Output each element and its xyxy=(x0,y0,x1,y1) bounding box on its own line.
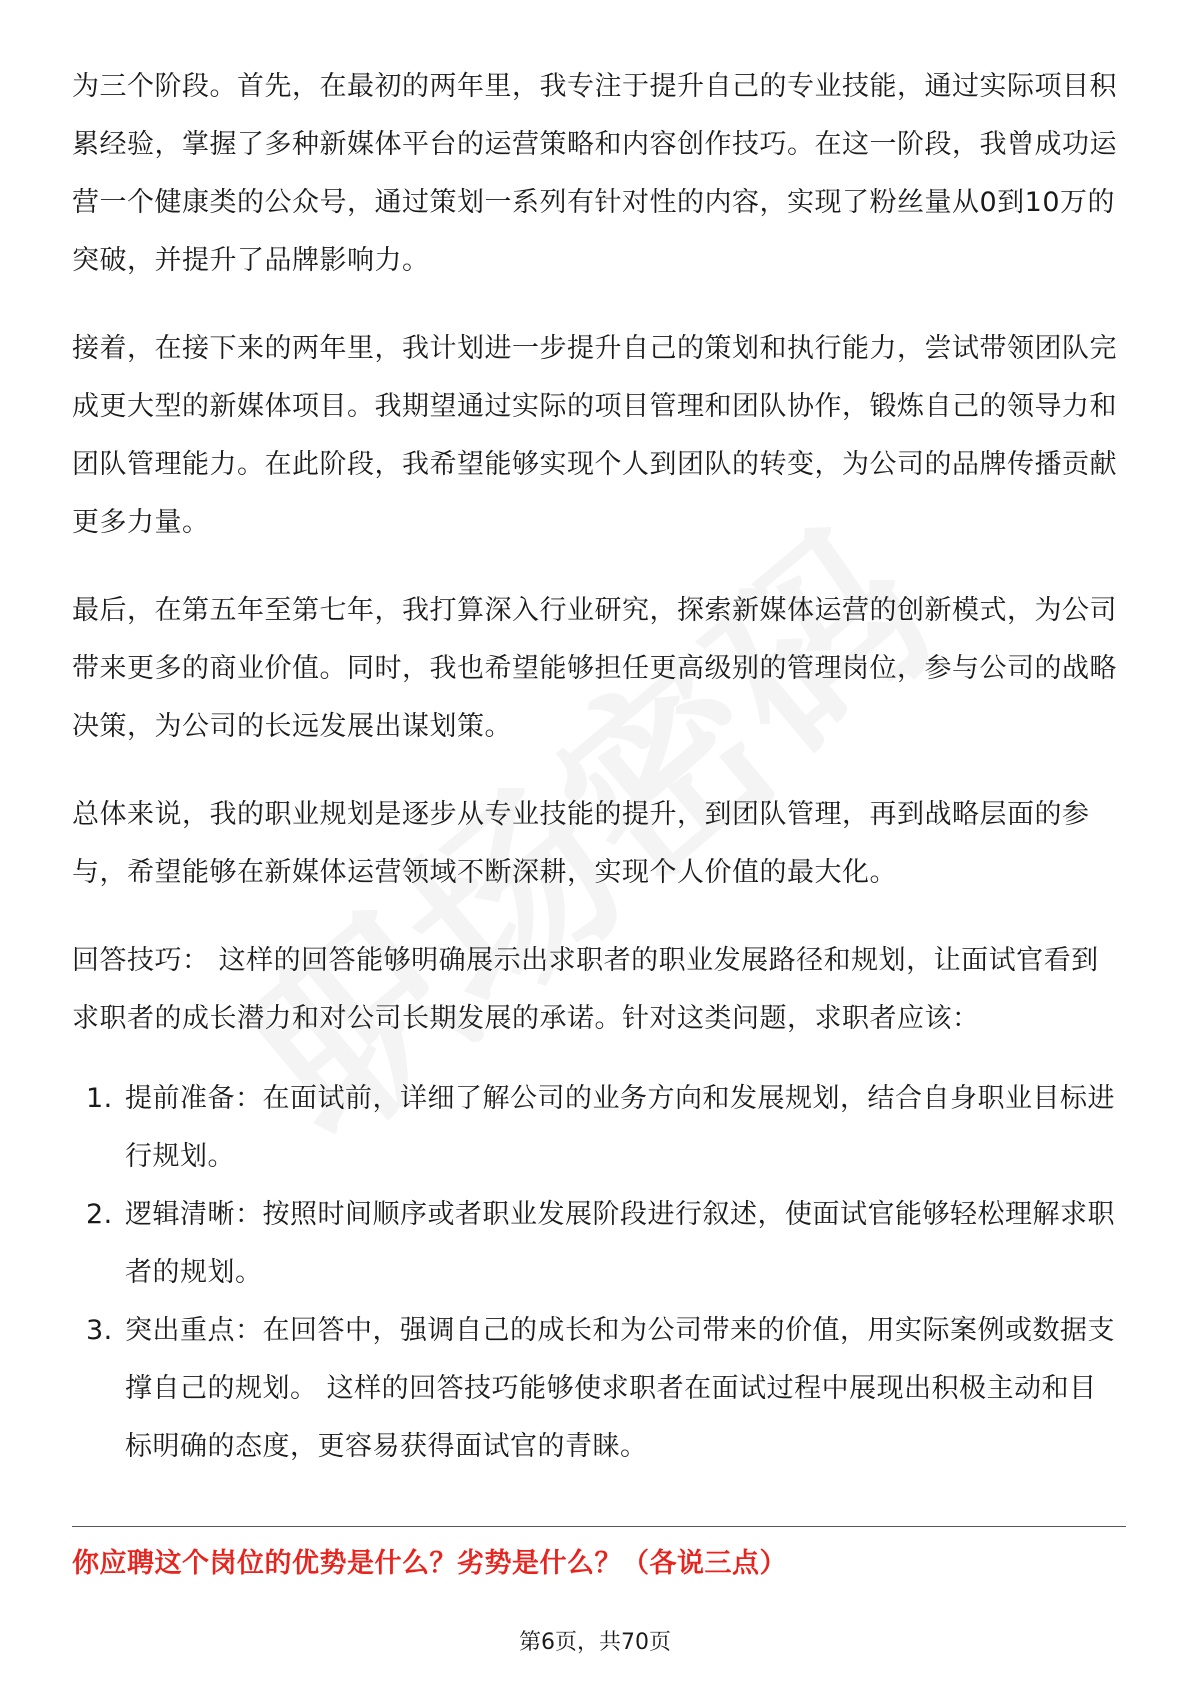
paragraph-answer-tips: 回答技巧： 这样的回答能够明确展示出求职者的职业发展路径和规划，让面试官看到求职者的成长潜力和对公司长期发展的承诺。针对这类问题，求职者应该： xyxy=(72,945,1099,1034)
paragraph-career-stages: 为三个阶段。首先，在最初的两年里，我专注于提升自己的专业技能，通过实际项目积累经验，掌握了多种新媒体平台的运营策略和内容创作技巧。在这一阶段，我曾成功运营一个健康类的公众号，通过策划一系列有针对性的内容，实现了粉丝量从0到10万的突破，并提升了品牌影响力。 xyxy=(72,71,1117,276)
list-item-number: 3. xyxy=(86,1315,113,1346)
tips-list xyxy=(72,1070,1122,1476)
section-divider xyxy=(72,1526,1126,1527)
list-item xyxy=(72,1186,1122,1302)
list-item xyxy=(72,1302,1122,1476)
list-item-text: 突出重点：在回答中，强调自己的成长和为公司带来的价值，用实际案例或数据支撑自己的规划。 这样的回答技巧能够使求职者在面试过程中展现出积极主动和目标明确的态度，更容易获得面试官的青睐。 xyxy=(125,1315,1115,1462)
page-footer: 第6页，共70页 xyxy=(519,1630,671,1655)
paragraph-next-two-years: 接着，在接下来的两年里，我计划进一步提升自己的策划和执行能力，尝试带领团队完成更大型的新媒体项目。我期望通过实际的项目管理和团队协作，锻炼自己的领导力和团队管理能力。在此阶段，我希望能够实现个人到团队的转变，为公司的品牌传播贡献更多力量。 xyxy=(72,333,1117,538)
paragraph-summary: 总体来说，我的职业规划是逐步从专业技能的提升，到团队管理，再到战略层面的参与，希望能够在新媒体运营领域不断深耕，实现个人价值的最大化。 xyxy=(72,799,1090,888)
list-item-number: 1. xyxy=(86,1083,113,1114)
paragraph-years-five-to-seven: 最后，在第五年至第七年，我打算深入行业研究，探索新媒体运营的创新模式，为公司带来更多的商业价值。同时，我也希望能够担任更高级别的管理岗位，参与公司的战略决策，为公司的长远发展出谋划策。 xyxy=(72,595,1117,742)
list-item-number: 2. xyxy=(86,1199,113,1230)
list-item-text: 提前准备：在面试前，详细了解公司的业务方向和发展规划，结合自身职业目标进行规划。 xyxy=(125,1083,1115,1172)
list-item xyxy=(72,1070,1122,1186)
next-question-heading: 你应聘这个岗位的优势是什么？劣势是什么？（各说三点） xyxy=(72,1548,787,1579)
list-item-text: 逻辑清晰：按照时间顺序或者职业发展阶段进行叙述，使面试官能够轻松理解求职者的规划。 xyxy=(125,1199,1115,1288)
document-body xyxy=(72,58,1122,1476)
